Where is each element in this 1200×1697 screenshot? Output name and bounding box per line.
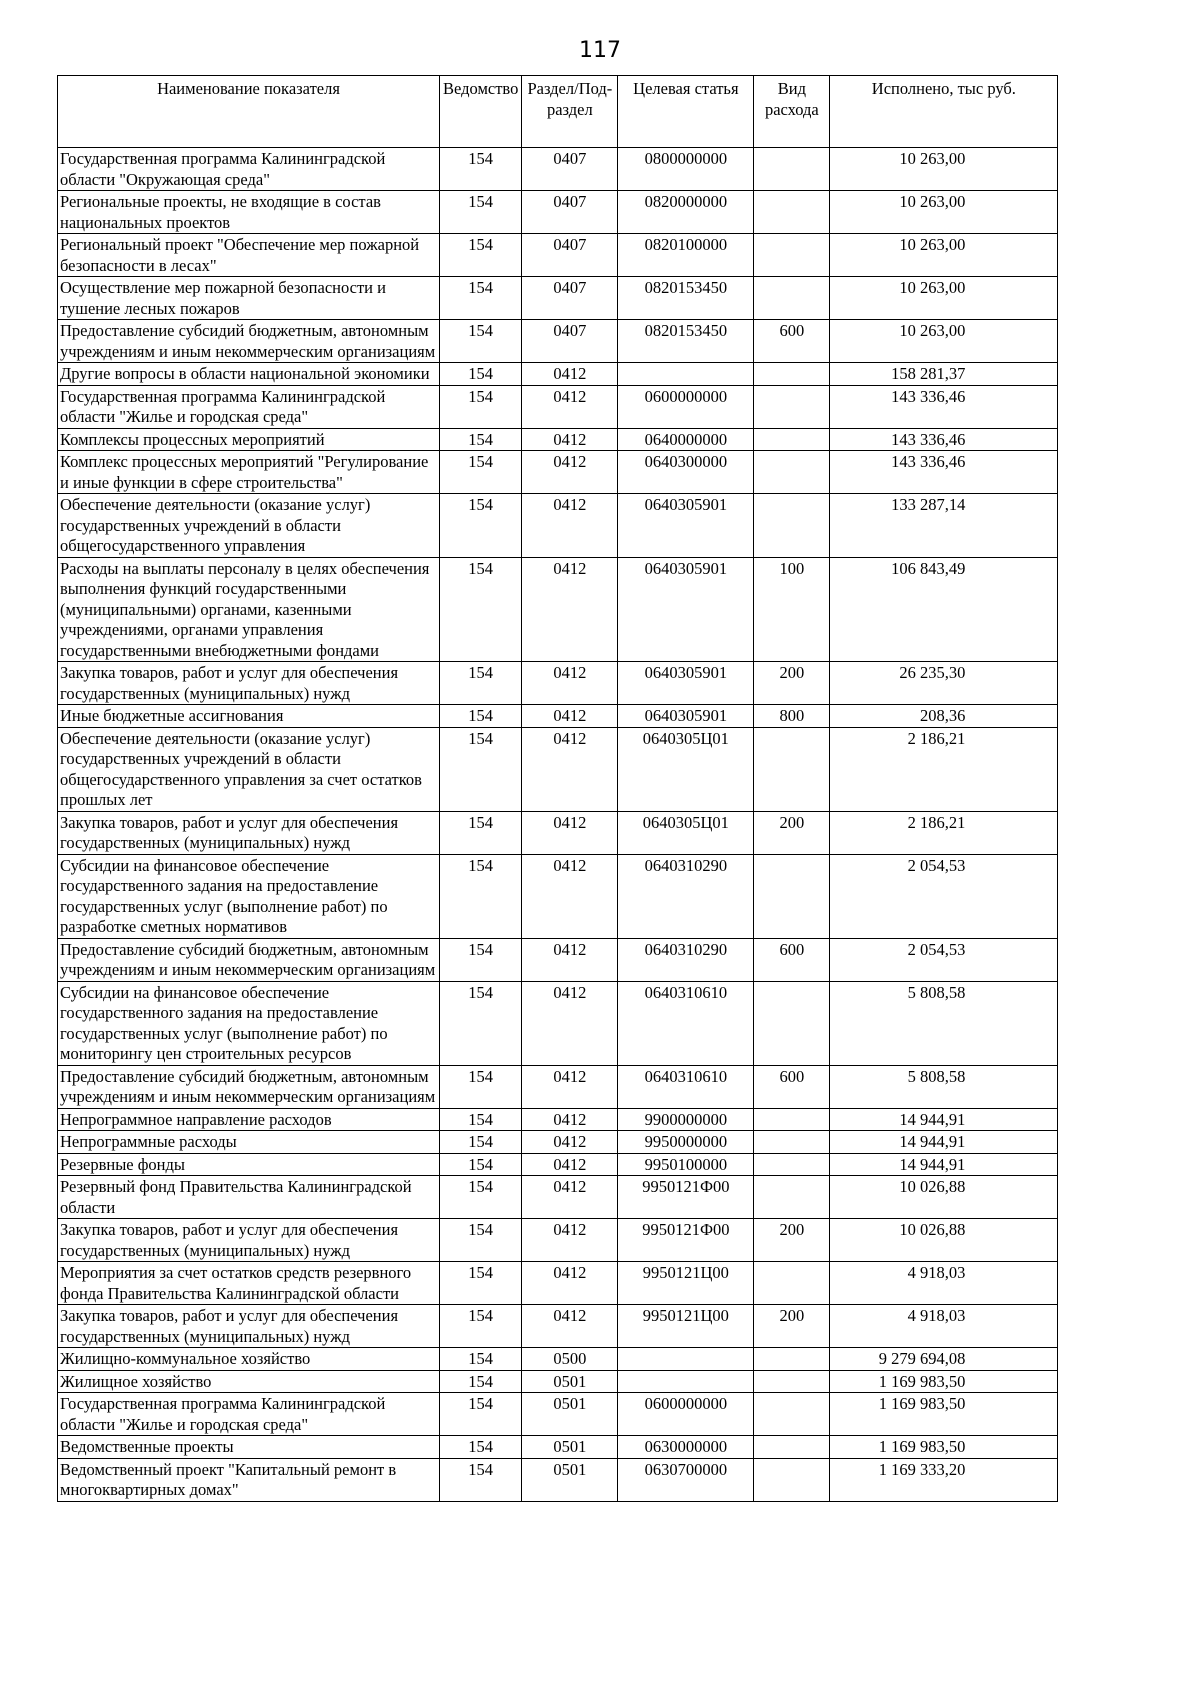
table-row [58, 148, 1058, 191]
cell-name: Резервные фонды [58, 1153, 440, 1176]
table-row [58, 1305, 1058, 1348]
table-row [58, 854, 1058, 938]
cell-amount: 26 235,30 [830, 662, 1058, 705]
cell-name: Предоставление субсидий бюджетным, автономным учреждениям и иным некоммерческим организациям [58, 1065, 440, 1108]
budget-table [57, 75, 1058, 1502]
cell-dept: 154 [440, 1131, 522, 1154]
cell-amount: 2 054,53 [830, 854, 1058, 938]
table-row [58, 1108, 1058, 1131]
cell-type [754, 1108, 830, 1131]
cell-amount: 9 279 694,08 [830, 1348, 1058, 1371]
cell-name: Государственная программа Калининградской области "Окружающая среда" [58, 148, 440, 191]
cell-type: 100 [754, 557, 830, 662]
cell-article: 0820000000 [618, 191, 754, 234]
cell-section: 0412 [522, 1262, 618, 1305]
cell-article: 9950121Ц00 [618, 1262, 754, 1305]
table-row [58, 1153, 1058, 1176]
cell-type [754, 1153, 830, 1176]
cell-name: Резервный фонд Правительства Калининградской области [58, 1176, 440, 1219]
cell-section: 0412 [522, 727, 618, 811]
cell-type [754, 148, 830, 191]
table-row [58, 662, 1058, 705]
cell-article: 0630000000 [618, 1436, 754, 1459]
cell-name: Региональный проект "Обеспечение мер пожарной безопасности в лесах" [58, 234, 440, 277]
cell-type: 200 [754, 1219, 830, 1262]
cell-section: 0412 [522, 557, 618, 662]
cell-dept: 154 [440, 1262, 522, 1305]
cell-name: Обеспечение деятельности (оказание услуг) государственных учреждений в области общегосударственного управления [58, 494, 440, 558]
table-row [58, 1370, 1058, 1393]
cell-name: Закупка товаров, работ и услуг для обеспечения государственных (муниципальных) нужд [58, 1219, 440, 1262]
cell-amount: 143 336,46 [830, 385, 1058, 428]
header-article: Целевая статья [618, 76, 754, 148]
cell-amount: 14 944,91 [830, 1153, 1058, 1176]
cell-dept: 154 [440, 451, 522, 494]
cell-type [754, 1370, 830, 1393]
cell-amount: 1 169 983,50 [830, 1393, 1058, 1436]
cell-dept: 154 [440, 234, 522, 277]
cell-name: Закупка товаров, работ и услуг для обеспечения государственных (муниципальных) нужд [58, 811, 440, 854]
cell-article: 0640310610 [618, 981, 754, 1065]
table-row [58, 428, 1058, 451]
cell-section: 0412 [522, 1219, 618, 1262]
header-section: Раздел/Под-раздел [522, 76, 618, 148]
cell-dept: 154 [440, 1436, 522, 1459]
cell-type [754, 854, 830, 938]
cell-name: Непрограммное направление расходов [58, 1108, 440, 1131]
cell-article: 0600000000 [618, 385, 754, 428]
cell-amount: 143 336,46 [830, 428, 1058, 451]
cell-type: 200 [754, 1305, 830, 1348]
table-row [58, 363, 1058, 386]
cell-section: 0501 [522, 1393, 618, 1436]
cell-amount: 4 918,03 [830, 1305, 1058, 1348]
cell-type [754, 451, 830, 494]
cell-type [754, 363, 830, 386]
cell-article: 9950100000 [618, 1153, 754, 1176]
table-row [58, 385, 1058, 428]
cell-name: Иные бюджетные ассигнования [58, 705, 440, 728]
cell-amount: 10 026,88 [830, 1219, 1058, 1262]
cell-amount: 1 169 983,50 [830, 1436, 1058, 1459]
cell-dept: 154 [440, 1176, 522, 1219]
cell-type [754, 1436, 830, 1459]
cell-dept: 154 [440, 1305, 522, 1348]
cell-name: Расходы на выплаты персоналу в целях обеспечения выполнения функций государственными (муниципальными) органами, казенными учреждениями, органами управления государственными внебюджетными фондами [58, 557, 440, 662]
cell-dept: 154 [440, 1458, 522, 1501]
cell-article: 0640305901 [618, 662, 754, 705]
cell-article: 0640305Ц01 [618, 727, 754, 811]
cell-amount: 14 944,91 [830, 1131, 1058, 1154]
cell-article: 0640305Ц01 [618, 811, 754, 854]
header-row [58, 76, 1058, 148]
cell-type [754, 1131, 830, 1154]
cell-article: 9950121Ц00 [618, 1305, 754, 1348]
cell-amount: 2 186,21 [830, 727, 1058, 811]
cell-section: 0501 [522, 1458, 618, 1501]
cell-article: 0800000000 [618, 148, 754, 191]
cell-amount: 158 281,37 [830, 363, 1058, 386]
cell-section: 0412 [522, 494, 618, 558]
cell-dept: 154 [440, 320, 522, 363]
cell-article [618, 1348, 754, 1371]
cell-name: Другие вопросы в области национальной экономики [58, 363, 440, 386]
cell-article: 0640305901 [618, 705, 754, 728]
cell-article: 0640310290 [618, 938, 754, 981]
cell-dept: 154 [440, 363, 522, 386]
cell-type [754, 1458, 830, 1501]
cell-section: 0412 [522, 363, 618, 386]
cell-name: Предоставление субсидий бюджетным, автономным учреждениям и иным некоммерческим организациям [58, 938, 440, 981]
table-row [58, 1458, 1058, 1501]
cell-type: 600 [754, 938, 830, 981]
cell-amount: 10 026,88 [830, 1176, 1058, 1219]
cell-dept: 154 [440, 662, 522, 705]
header-amount: Исполнено, тыс руб. [830, 76, 1058, 148]
cell-type: 800 [754, 705, 830, 728]
table-row [58, 1393, 1058, 1436]
cell-name: Обеспечение деятельности (оказание услуг) государственных учреждений в области общегосударственного управления за счет остатков прошлых лет [58, 727, 440, 811]
cell-type [754, 981, 830, 1065]
cell-type [754, 277, 830, 320]
cell-amount: 10 263,00 [830, 148, 1058, 191]
cell-type [754, 428, 830, 451]
cell-article: 0600000000 [618, 1393, 754, 1436]
table-row [58, 1131, 1058, 1154]
cell-name: Комплексы процессных мероприятий [58, 428, 440, 451]
cell-amount: 10 263,00 [830, 234, 1058, 277]
cell-section: 0412 [522, 451, 618, 494]
cell-name: Предоставление субсидий бюджетным, автономным учреждениям и иным некоммерческим организациям [58, 320, 440, 363]
cell-dept: 154 [440, 854, 522, 938]
page-number: 117 [579, 38, 621, 63]
cell-amount: 2 054,53 [830, 938, 1058, 981]
cell-name: Региональные проекты, не входящие в состав национальных проектов [58, 191, 440, 234]
cell-name: Жилищно-коммунальное хозяйство [58, 1348, 440, 1371]
cell-article: 0640300000 [618, 451, 754, 494]
cell-amount: 106 843,49 [830, 557, 1058, 662]
cell-amount: 10 263,00 [830, 191, 1058, 234]
cell-dept: 154 [440, 277, 522, 320]
cell-amount: 133 287,14 [830, 494, 1058, 558]
cell-section: 0407 [522, 277, 618, 320]
table-row [58, 234, 1058, 277]
cell-type [754, 1176, 830, 1219]
cell-amount: 1 169 333,20 [830, 1458, 1058, 1501]
cell-name: Жилищное хозяйство [58, 1370, 440, 1393]
table-row [58, 1176, 1058, 1219]
cell-name: Субсидии на финансовое обеспечение государственного задания на предоставление государственных услуг (выполнение работ) по разработке сметных нормативов [58, 854, 440, 938]
cell-type [754, 191, 830, 234]
cell-section: 0412 [522, 981, 618, 1065]
cell-amount: 10 263,00 [830, 320, 1058, 363]
cell-article: 0640310610 [618, 1065, 754, 1108]
cell-type: 200 [754, 811, 830, 854]
cell-dept: 154 [440, 148, 522, 191]
cell-dept: 154 [440, 557, 522, 662]
table-row [58, 557, 1058, 662]
cell-article: 0640305901 [618, 557, 754, 662]
cell-amount: 208,36 [830, 705, 1058, 728]
cell-dept: 154 [440, 494, 522, 558]
cell-amount: 5 808,58 [830, 1065, 1058, 1108]
cell-section: 0412 [522, 1153, 618, 1176]
cell-section: 0412 [522, 385, 618, 428]
cell-amount: 143 336,46 [830, 451, 1058, 494]
cell-type [754, 1348, 830, 1371]
cell-section: 0412 [522, 428, 618, 451]
cell-dept: 154 [440, 191, 522, 234]
cell-section: 0412 [522, 1176, 618, 1219]
cell-name: Непрограммные расходы [58, 1131, 440, 1154]
cell-section: 0412 [522, 938, 618, 981]
cell-dept: 154 [440, 1393, 522, 1436]
cell-section: 0412 [522, 1305, 618, 1348]
cell-section: 0412 [522, 662, 618, 705]
cell-article: 9950000000 [618, 1131, 754, 1154]
cell-dept: 154 [440, 981, 522, 1065]
cell-dept: 154 [440, 1370, 522, 1393]
table-row [58, 981, 1058, 1065]
header-dept: Ведомство [440, 76, 522, 148]
cell-dept: 154 [440, 1219, 522, 1262]
cell-dept: 154 [440, 428, 522, 451]
header-type: Вид расхода [754, 76, 830, 148]
header-name: Наименование показателя [58, 76, 440, 148]
table-row [58, 938, 1058, 981]
cell-article: 0640000000 [618, 428, 754, 451]
cell-type [754, 234, 830, 277]
cell-name: Закупка товаров, работ и услуг для обеспечения государственных (муниципальных) нужд [58, 662, 440, 705]
cell-type [754, 727, 830, 811]
table-row [58, 727, 1058, 811]
cell-name: Ведомственный проект "Капитальный ремонт в многоквартирных домах" [58, 1458, 440, 1501]
cell-name: Ведомственные проекты [58, 1436, 440, 1459]
cell-section: 0501 [522, 1370, 618, 1393]
cell-amount: 1 169 983,50 [830, 1370, 1058, 1393]
cell-article: 0640305901 [618, 494, 754, 558]
table-row [58, 1065, 1058, 1108]
table-row [58, 494, 1058, 558]
cell-article: 0820100000 [618, 234, 754, 277]
cell-section: 0412 [522, 705, 618, 728]
cell-type: 600 [754, 1065, 830, 1108]
cell-amount: 10 263,00 [830, 277, 1058, 320]
table-body [58, 148, 1058, 1502]
cell-type [754, 1262, 830, 1305]
cell-article: 0640310290 [618, 854, 754, 938]
cell-amount: 14 944,91 [830, 1108, 1058, 1131]
cell-dept: 154 [440, 811, 522, 854]
cell-name: Государственная программа Калининградской области "Жилье и городская среда" [58, 1393, 440, 1436]
table-row [58, 320, 1058, 363]
cell-section: 0412 [522, 1108, 618, 1131]
table-row [58, 451, 1058, 494]
cell-article [618, 1370, 754, 1393]
cell-amount: 4 918,03 [830, 1262, 1058, 1305]
table-header [58, 76, 1058, 148]
table-row [58, 1436, 1058, 1459]
table-row [58, 1348, 1058, 1371]
cell-type [754, 385, 830, 428]
cell-article: 0820153450 [618, 320, 754, 363]
cell-name: Осуществление мер пожарной безопасности и тушение лесных пожаров [58, 277, 440, 320]
cell-article: 0820153450 [618, 277, 754, 320]
cell-section: 0412 [522, 854, 618, 938]
cell-article [618, 363, 754, 386]
cell-section: 0407 [522, 191, 618, 234]
cell-section: 0412 [522, 1065, 618, 1108]
cell-type: 600 [754, 320, 830, 363]
cell-section: 0407 [522, 148, 618, 191]
cell-name: Закупка товаров, работ и услуг для обеспечения государственных (муниципальных) нужд [58, 1305, 440, 1348]
cell-name: Мероприятия за счет остатков средств резервного фонда Правительства Калининградской области [58, 1262, 440, 1305]
cell-type [754, 1393, 830, 1436]
table-row [58, 1219, 1058, 1262]
cell-dept: 154 [440, 1153, 522, 1176]
cell-amount: 5 808,58 [830, 981, 1058, 1065]
cell-article: 0630700000 [618, 1458, 754, 1501]
cell-dept: 154 [440, 385, 522, 428]
cell-section: 0501 [522, 1436, 618, 1459]
cell-article: 9950121Ф00 [618, 1219, 754, 1262]
cell-article: 9900000000 [618, 1108, 754, 1131]
cell-dept: 154 [440, 1108, 522, 1131]
table-row [58, 277, 1058, 320]
cell-type: 200 [754, 662, 830, 705]
cell-section: 0407 [522, 234, 618, 277]
cell-name: Субсидии на финансовое обеспечение государственного задания на предоставление государственных услуг (выполнение работ) по мониторингу цен строительных ресурсов [58, 981, 440, 1065]
cell-dept: 154 [440, 727, 522, 811]
cell-amount: 2 186,21 [830, 811, 1058, 854]
table-row [58, 1262, 1058, 1305]
cell-name: Комплекс процессных мероприятий "Регулирование и иные функции в сфере строительства" [58, 451, 440, 494]
table-row [58, 811, 1058, 854]
cell-section: 0412 [522, 811, 618, 854]
cell-dept: 154 [440, 938, 522, 981]
cell-section: 0407 [522, 320, 618, 363]
cell-section: 0412 [522, 1131, 618, 1154]
cell-section: 0500 [522, 1348, 618, 1371]
table-row [58, 705, 1058, 728]
cell-article: 9950121Ф00 [618, 1176, 754, 1219]
cell-dept: 154 [440, 705, 522, 728]
cell-name: Государственная программа Калининградской области "Жилье и городская среда" [58, 385, 440, 428]
cell-dept: 154 [440, 1065, 522, 1108]
table-row [58, 191, 1058, 234]
cell-dept: 154 [440, 1348, 522, 1371]
cell-type [754, 494, 830, 558]
